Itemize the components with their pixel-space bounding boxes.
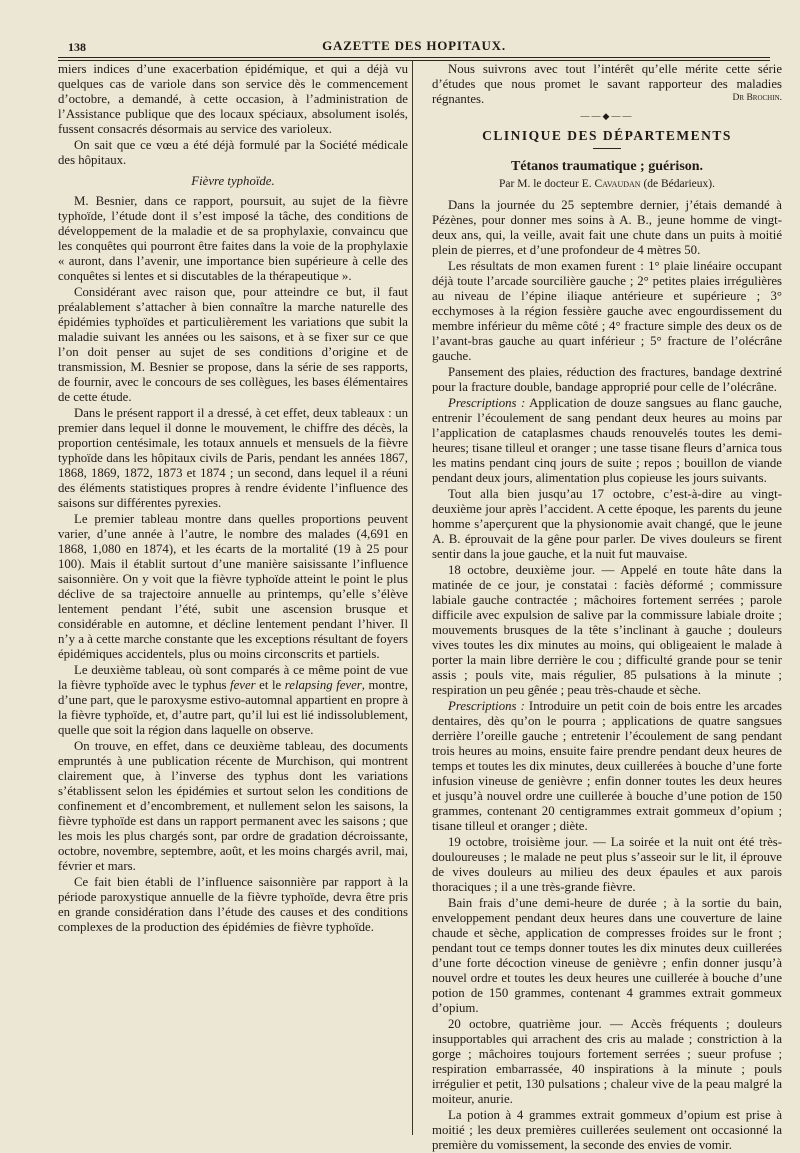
byline-suffix: (de Bédarieux). [640,178,715,190]
page-header [58,30,770,54]
short-rule [593,148,621,149]
right-column [432,62,782,1152]
text-run: , montre, d’une part, que le paroxysme estivo-automnal appartient en propre à la fièvre typhoïde, et, d’autre part, qu’il lui est lié indissolublement, quelle que soit la région dans laquelle on observe. [58,678,408,737]
italic-term: fever [230,678,256,692]
text-run: et le [255,678,285,692]
paragraph: Considérant avec raison que, pour atteindre ce but, il faut préalablement s’attacher à bien connaître la marche naturelle des épidémies typhoïdes et particulièrement les variations que subit la maladie suivant les années ou les saisons, et à se fixer sur ce que l’on doit penser au sujet de ses conditions d’origine et de transmission, M. Besnier se propose, dans la série de ses rapports, de fournir, avec le concours de ses collègues, les bases élémentaires de cette étude. [58,285,408,404]
article-columns [58,62,782,1152]
paragraph: On sait que ce vœu a été déjà formulé par la Société médicale des hôpitaux. [58,138,408,167]
section-title: CLINIQUE DES DÉPARTEMENTS [482,128,732,143]
paragraph: 20 octobre, quatrième jour. — Accès fréquents ; douleurs insupportables qui arrachent des cris au malade ; constriction à la gorge ; mâchoires toujours fortement serrées ; sueur profuse ; respiration embarrassée, 40 inspirations à la minute ; pouls irrégulier et petit, 130 pulsations ; chaleur vive de la peau malgré la moiteur, anurie. [432,1017,782,1106]
section-heading: Fièvre typhoïde. [191,174,275,188]
paragraph [58,663,408,738]
journal-title: GAZETTE DES HOPITAUX. [322,38,506,53]
author-name: Cavaudan [594,178,641,190]
italic-term: relapsing fever [284,678,362,692]
text-run: Application de douze sangsues au flanc gauche, entrenir l’écoulement de sang pendant deux heures au moins par l’application de cataplasmes chauds renouvelés toutes les demi-heures; tisane tilleul et oranger ; une tasse tisane fleurs d’arnica tous les matins pendant cinq jours de suite ; repos ; bouillon de viande pendant deux jours, alimentation plus copieuse les jours suivants. [432,396,782,485]
paragraph: Le premier tableau montre dans quelles proportions peuvent varier, d’une année à l’autre, le nombre des malades (4,691 en 1868, 1,080 en 1874), et les écarts de la mortalité (19 à 25 pour 100). Mais il établit surtout d’une manière saisissante l’influence saisonnière. On y voit que la fièvre typhoïde atteint le point le plus déclive de sa trajectoire annuelle au printemps, qu’elle s’élève lentement pendant l’été, subit une ascension brusque et considérable en automne, et décline lentement pendant l’hiver. Il n’y a à cette marche constante que les exceptions résultant de foyers épidémiques accidentels, plus ou moins circonscrits et partiels. [58,512,408,661]
paragraph: Tout alla bien jusqu’au 17 octobre, c’est-à-dire au vingt-deuxième jour après l’accident. A cette époque, les parents du jeune homme s’aperçurent que la physionomie avait changé, que le jeune A. B. éprouvait de la gêne pour parler. De vives douleurs se firent sentir dans la joue gauche, et la nuit fut mauvaise. [432,487,782,561]
page-number: 138 [68,40,86,54]
paragraph: miers indices d’une exacerbation épidémique, et qui a déjà vu quelques cas de variole dans son service dès le commencement d’octobre, a demandé, à cette occasion, à l’administration de l’Assistance publique que des locaux spéciaux, absolument isolés, fussent consacrés désormais au service des varioleux. [58,62,408,136]
header-rule-secondary [58,60,770,61]
paragraph [432,699,782,834]
paragraph: La potion à 4 grammes extrait gommeux d’opium est prise à moitié ; les deux premières cuillerées seulement ont occasionné la première du vomissement, la seconde des envies de vomir. [432,1108,782,1152]
ornament-divider: ——◆—— [580,111,634,121]
paragraph: Les résultats de mon examen furent : 1° plaie linéaire occupant déjà toute l’arcade sourcilière gauche ; 2° petites plaies irrégulières au niveau de l’épine iliaque antérieure et supérieure ; 3° ecchymoses à la région fessière gauche avec engourdissement du membre inférieur du même côté ; 4° fracture simple des deux os de l’avant-bras gauche au quart inférieur ; 5° fracture de l’olécrâne gauche. [432,259,782,363]
author-signature: Dr Brochin. [732,93,782,103]
byline-prefix: Par M. le docteur E. [499,178,595,190]
paragraph: Bain frais d’une demi-heure de durée ; à la sortie du bain, enveloppement pendant deux heures dans une couverture de laine chaude et sèche, application de compresses froides sur le front ; pendant tout ce temps donner toutes les dix minutes deux cuillerées d’une forte décoction vineuse de genièvre ; enfin donner jusqu’à nouvel ordre et toutes les deux heures une cuillerée à bouche d’une potion de 150 grammes, contenant 4 grammes extrait gommeux d’opium. [432,896,782,1015]
text-run: Introduire un petit coin de bois entre les arcades dentaires, dès qu’on le pourra ; applications de quatre sangsues derrière l’oreille gauche ; entretenir l’écoulement de sang pendant trois heures au moins, ensuite faire prendre pendant deux heures de temps et toutes les dix minutes, deux cuillerées à bouche d’une forte infusion vineuse de genièvre ; enfin donner toutes les deux heures et jusqu’à nouvel ordre une cuillerée à bouche d’une potion de 150 grammes, contenant 20 centigrammes extrait gommeux d’opium ; tisane tilleul et oranger ; diète. [432,699,782,833]
paragraph: Ce fait bien établi de l’influence saisonnière par rapport à la période paroxystique annuelle de la fièvre typhoïde, devra être pris en grande considération dans l’étude des causes et des conditions complexes de la production des épidémies de fièvre typhoïde. [58,875,408,934]
paragraph: Nous suivrons avec tout l’intérêt qu’elle mérite cette série d’études que nous promet le savant rapporteur des maladies régnantes. [432,62,782,106]
paragraph [432,396,782,486]
paragraph: Pansement des plaies, réduction des fractures, bandage dextriné pour la fracture double, bandage approprié pour celle de l’olécrâne. [432,365,782,394]
paragraph: On trouve, en effet, dans ce deuxième tableau, des documents empruntés à une publication récente de Murchison, qui montrent clairement que, à l’inverse des typhus dont les variations s’établissent selon les épidémies et surtout selon les conditions de confinement et d’encombrement, et nullement selon les saisons, la fièvre typhoïde est dans un rapport permanent avec les saisons ; que les mois les plus chargés sont, par ordre de gradation décroissante, octobre, novembre, septembre, août, et les moins chargés avril, mai, février et mars. [58,739,408,873]
paragraph: Dans la journée du 25 septembre dernier, j’étais demandé à Pézènes, pour donner mes soins à A. B., jeune homme de vingt-deux ans, qui, la veille, avait fait une chute dans un puits à moitié plein de pierres, et d’une profondeur de 4 mètres 50. [432,198,782,257]
paragraph: 18 octobre, deuxième jour. — Appelé en toute hâte dans la matinée de ce jour, je constatai : faciès déformé ; commissure labiale gauche contractée ; mâchoires fortement serrées ; parole difficile avec expulsion de salive par la commissure labiale droite ; mouvements brusques de la tête s’inclinant à gauche ; douleurs vives toutes les dix minutes au moins, qui obligeaient le malade à porter la main libre derrière le cou ; difficulté grande pour se tenir assis ; pouls vite, mais régulier, 85 pulsations à la minute ; respiration un peu gênée ; peau très-chaude et sèche. [432,563,782,697]
header-rule [58,57,770,58]
prescription-label: Prescriptions : [448,699,525,713]
byline [432,178,782,190]
paragraph: M. Besnier, dans ce rapport, poursuit, au sujet de la fièvre typhoïde, l’étude dont il s’est imposé la tâche, des conditions de développement de la maladie et de sa prophylaxie, convaincu que les conquêtes qui pourront être faites dans la voie de la prophylaxie « auront, dans l’avenir, une importance bien supérieure à celle des conquêtes si lentes et si discutables de la thérapeutique ». [58,194,408,283]
prescription-label: Prescriptions : [448,396,526,410]
left-column [58,62,418,1133]
text-run: Le deuxième tableau, où sont comparés à ce même point de vue la fièvre typhoïde avec le typhus [58,663,408,692]
paragraph: 19 octobre, troisième jour. — La soirée et la nuit ont été très-douloureuses ; le malade ne peut plus s’asseoir sur le lit, il éprouve de vives douleurs au milieu des deux épaules et aux parois thoraciques ; il a une très-grande fièvre. [432,835,782,894]
paragraph: Dans le présent rapport il a dressé, à cet effet, deux tableaux : un premier dans lequel il donne le mouvement, le chiffre des décès, la proportion centésimale, les totaux annuels et mensuels de la fièvre typhoïde dans les hôpitaux civils de Paris, pendant les années 1867, 1868, 1869, 1872, 1873 et 1874 ; un second, dans lequel il a réuni des éléments statistiques propres à rendre évidente l’influence des saisons sur différentes pyrexies. [58,406,408,510]
article-title: Tétanos traumatique ; guérison. [510,159,704,174]
